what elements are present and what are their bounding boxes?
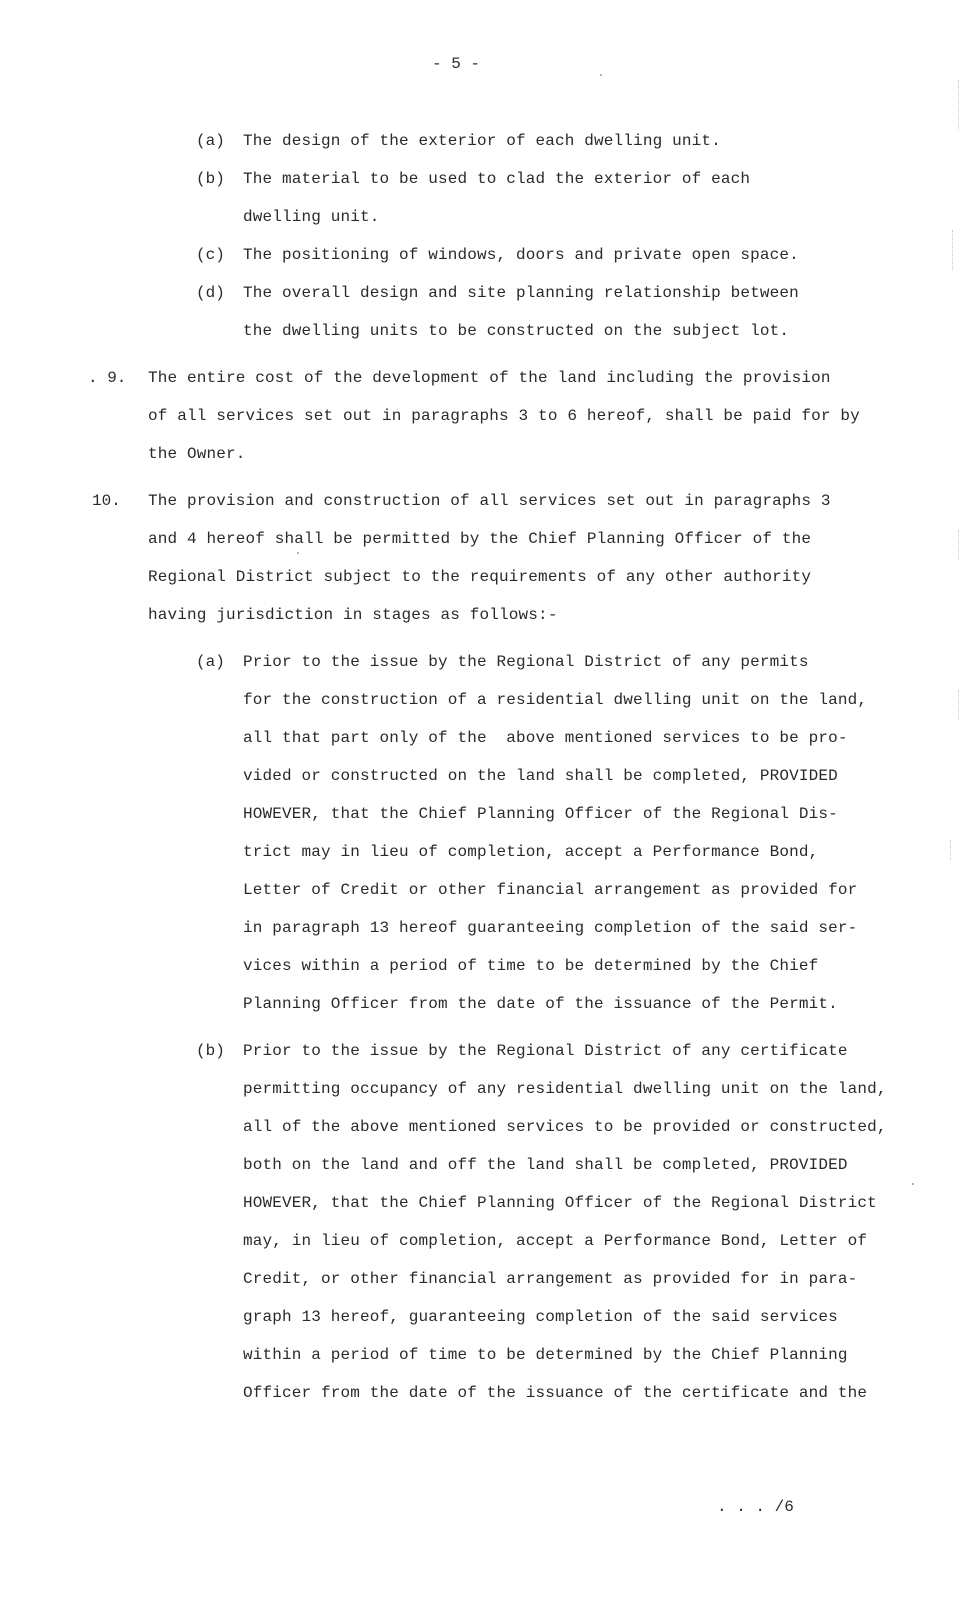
subitem-line: both on the land and off the land shall be completed, PROVIDED (243, 1156, 848, 1174)
scan-artifact (952, 230, 953, 270)
paragraph-line: the Owner. (148, 445, 246, 463)
subitem-line: all of the above mentioned services to be provided or constructed, (243, 1118, 887, 1136)
subitem-line: Planning Officer from the date of the issuance of the Permit. (243, 995, 838, 1013)
subitem-line: may, in lieu of completion, accept a Performance Bond, Letter of (243, 1232, 868, 1250)
paragraph-line: The provision and construction of all services set out in paragraphs 3 (148, 492, 831, 510)
subitem-line: HOWEVER, that the Chief Planning Officer of the Regional Dis- (243, 805, 838, 823)
item-line: The material to be used to clad the exterior of each (243, 170, 751, 188)
subitem-line: trict may in lieu of completion, accept a Performance Bond, (243, 843, 819, 861)
subitem-line: Prior to the issue by the Regional District of any permits (243, 653, 809, 671)
subitem-line: Officer from the date of the issuance of the certificate and the (243, 1384, 868, 1402)
subitem-line: Letter of Credit or other financial arrangement as provided for (243, 881, 858, 899)
item-label: (b) (196, 170, 225, 188)
paragraph-number: . 9. (88, 369, 127, 387)
subitem-line: within a period of time to be determined by the Chief Planning (243, 1346, 848, 1364)
subitem-line: Credit, or other financial arrangement as provided for in para- (243, 1270, 858, 1288)
item-label: (a) (196, 132, 225, 150)
subitem-line: vided or constructed on the land shall be completed, PROVIDED (243, 767, 838, 785)
item-line: the dwelling units to be constructed on the subject lot. (243, 322, 790, 340)
subitem-line: permitting occupancy of any residential dwelling unit on the land, (243, 1080, 887, 1098)
subitem-line: HOWEVER, that the Chief Planning Officer of the Regional District (243, 1194, 877, 1212)
item-label: (c) (196, 246, 225, 264)
subitem-line: for the construction of a residential dwelling unit on the land, (243, 691, 868, 709)
paragraph-number: 10. (92, 492, 121, 510)
subitem-line: graph 13 hereof, guaranteeing completion of the said services (243, 1308, 838, 1326)
paragraph-line: of all services set out in paragraphs 3 to 6 hereof, shall be paid for by (148, 407, 860, 425)
item-line: dwelling unit. (243, 208, 380, 226)
paragraph-line: and 4 hereof shall be permitted by the Chief Planning Officer of the (148, 530, 812, 548)
item-line: The design of the exterior of each dwelling unit. (243, 132, 721, 150)
subitem-line: Prior to the issue by the Regional District of any certificate (243, 1042, 848, 1060)
subitem-label: (a) (196, 653, 225, 671)
scan-artifact (958, 530, 959, 560)
item-line: The positioning of windows, doors and private open space. (243, 246, 799, 264)
paragraph-line: Regional District subject to the requirements of any other authority (148, 568, 812, 586)
subitem-label: (b) (196, 1042, 225, 1060)
scan-artifact (958, 690, 959, 720)
scan-speck (297, 552, 299, 554)
scan-speck (912, 1183, 914, 1185)
scan-artifact (950, 840, 951, 860)
scan-artifact (958, 80, 959, 130)
paragraph-line: The entire cost of the development of the land including the provision (148, 369, 831, 387)
subitem-line: vices within a period of time to be determined by the Chief (243, 957, 819, 975)
page-number: - 5 - (432, 55, 481, 73)
item-line: The overall design and site planning relationship between (243, 284, 799, 302)
scan-speck (600, 74, 602, 76)
continuation-marker: . . . /6 (717, 1498, 794, 1516)
subitem-line: in paragraph 13 hereof guaranteeing completion of the said ser- (243, 919, 858, 937)
paragraph-line: having jurisdiction in stages as follows:- (148, 606, 558, 624)
subitem-line: all that part only of the above mentioned services to be pro- (243, 729, 848, 747)
item-label: (d) (196, 284, 225, 302)
